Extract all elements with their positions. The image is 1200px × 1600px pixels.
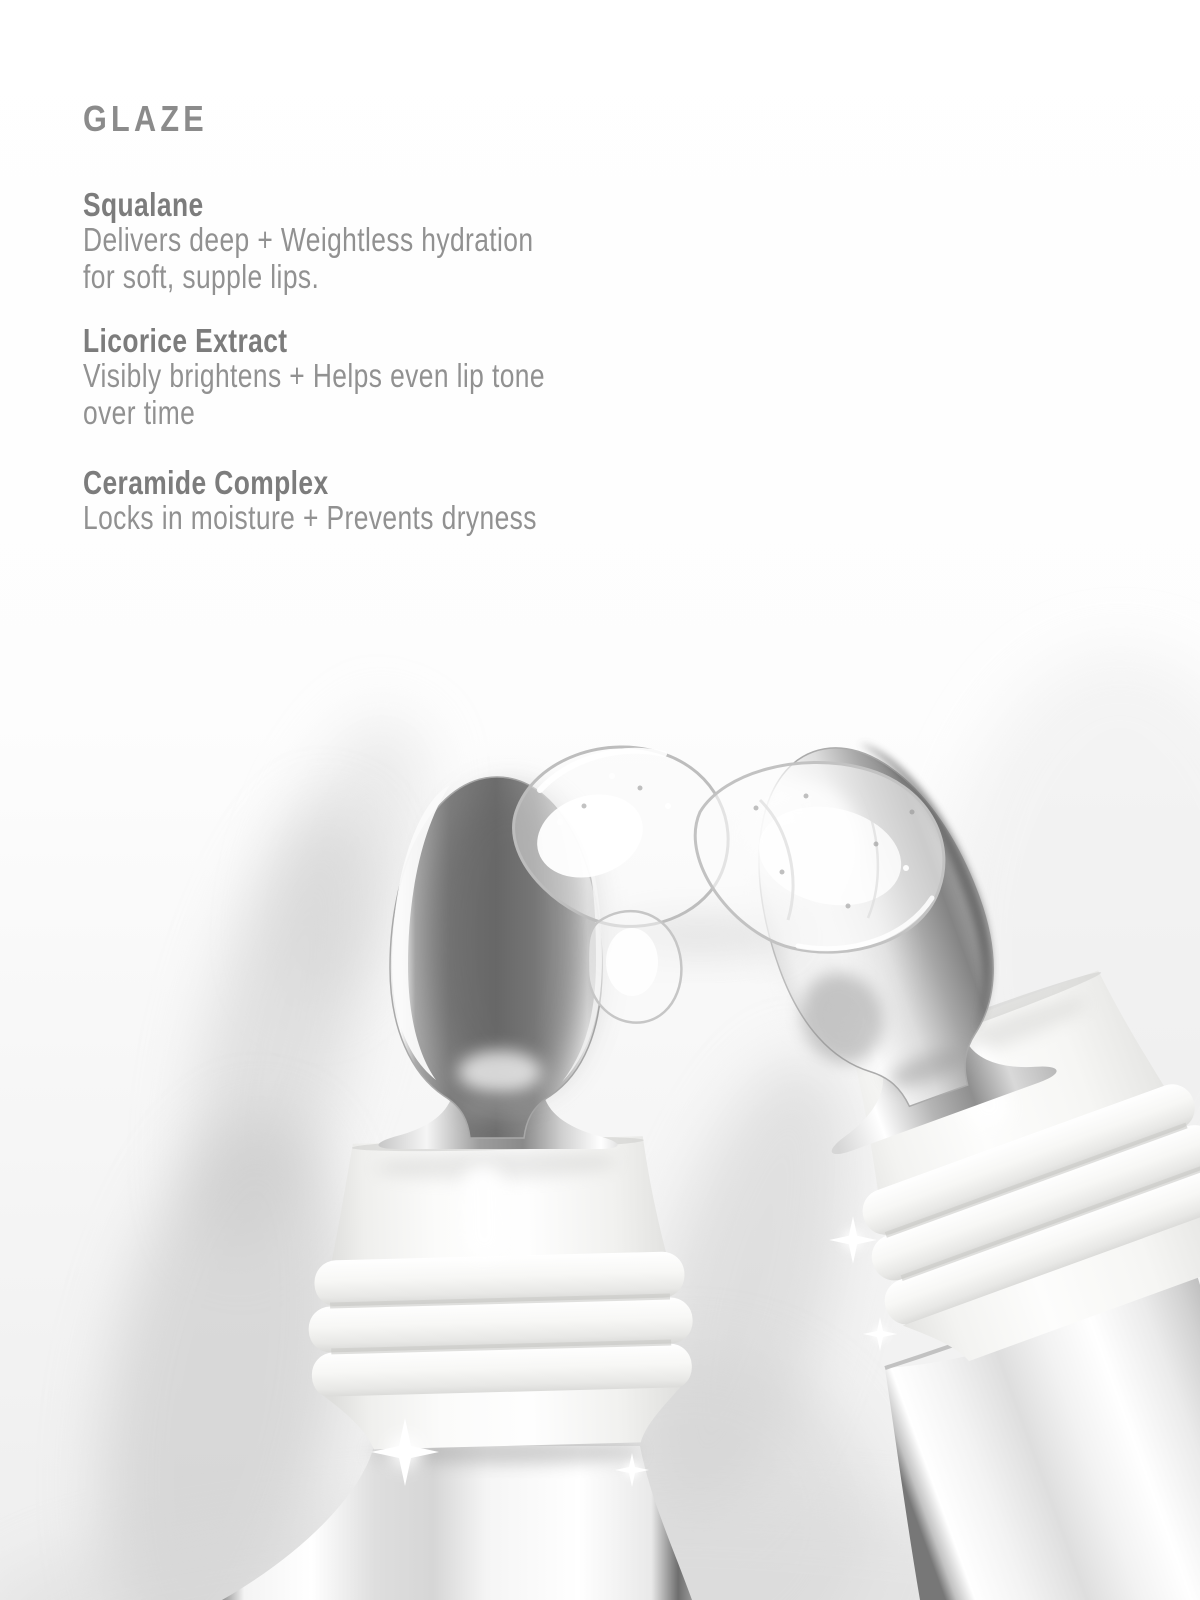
ingredient-section-squalane (83, 186, 743, 295)
ingredient-name: Licorice Extract (83, 322, 288, 359)
page-title: GLAZE (83, 98, 208, 139)
ingredient-section-ceramide-complex (83, 464, 743, 536)
left-tube-collar (304, 1133, 696, 1451)
ingredient-benefit-line: Visibly brightens + Helps even lip tone (83, 357, 545, 394)
ingredient-name: Ceramide Complex (83, 464, 329, 501)
ingredient-section-licorice-extract (83, 322, 743, 431)
ingredient-benefit-line: Locks in moisture + Prevents dryness (83, 499, 537, 536)
ingredient-benefit-line: for soft, supple lips. (83, 258, 320, 295)
ingredient-benefit-line: over time (83, 394, 196, 431)
ingredient-benefit-line: Delivers deep + Weightless hydration (83, 221, 534, 258)
ingredient-name: Squalane (83, 186, 204, 223)
